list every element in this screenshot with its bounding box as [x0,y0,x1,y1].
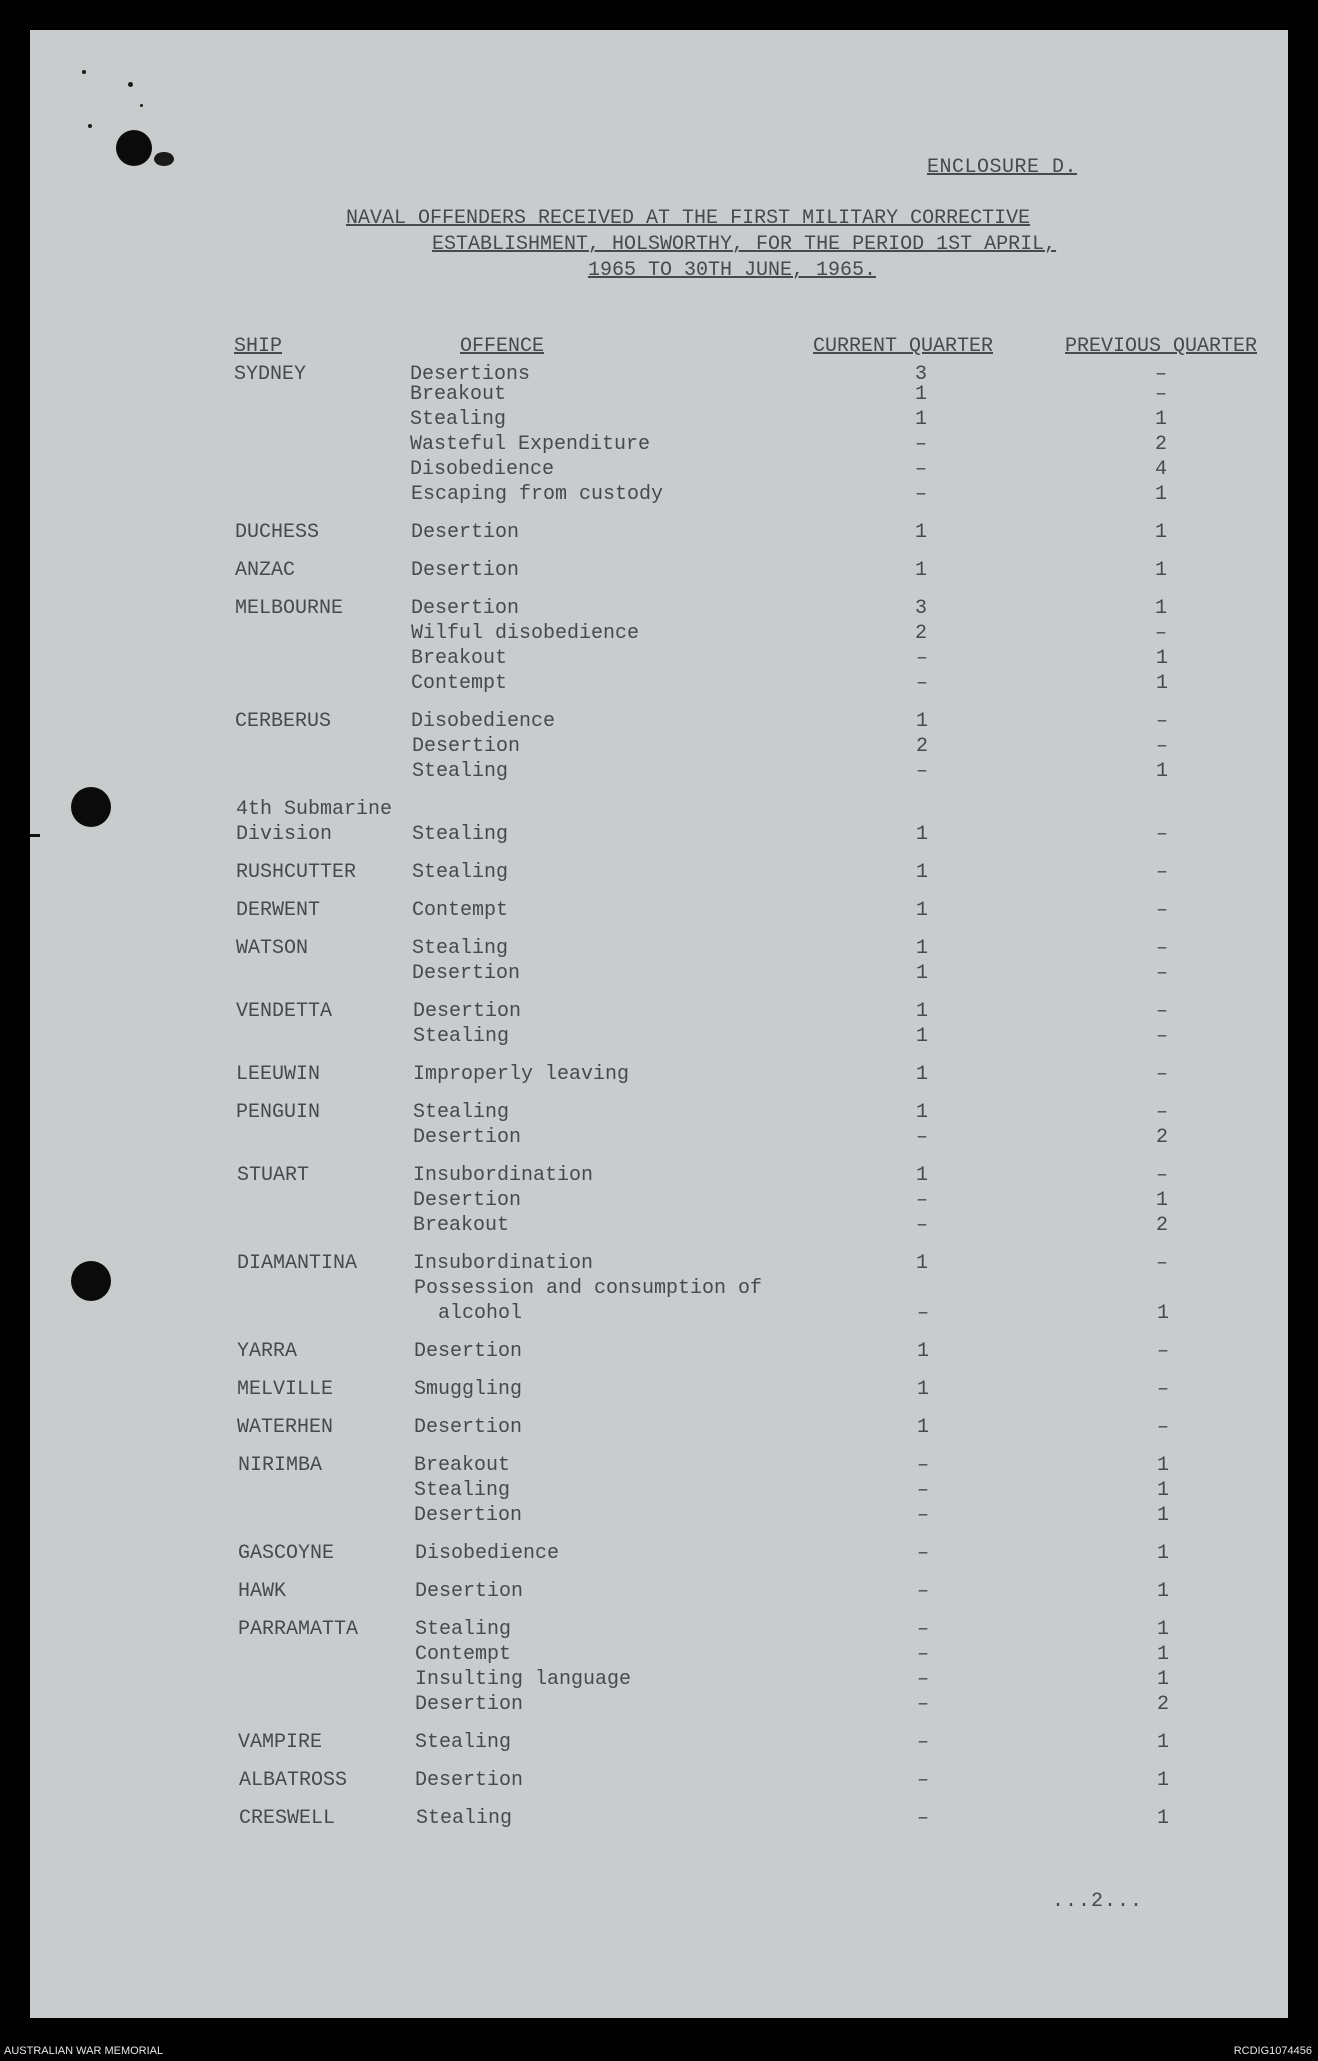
row-offence-label: Breakout [410,383,507,406]
row-offence-label: Desertion [415,1769,524,1792]
row-offence-label: Desertion [412,962,521,985]
row-offence-label: Stealing [415,1618,512,1641]
row-previous-count: – [1155,823,1168,846]
row-offence-label: Improperly leaving [413,1063,630,1086]
row-current-count: 1 [915,962,928,985]
row-previous-count: – [1154,383,1167,406]
row-previous-count: 2 [1154,433,1167,456]
row-offence-label: Escaping from custody [411,483,664,506]
page-continuation: ...2... [1052,1890,1144,1913]
row-ship-label: DIAMANTINA [237,1252,358,1275]
row-offence-label: Stealing [412,861,509,884]
row-previous-count: – [1155,861,1168,884]
row-current-count: – [916,1479,929,1502]
row-current-count: 1 [916,1416,929,1439]
row-ship-label: CERBERUS [235,710,332,733]
row-offence-label: Stealing [412,823,509,846]
row-current-count: 3 [914,597,927,620]
row-offence-label: Desertion [413,1189,522,1212]
row-previous-count: 4 [1154,458,1167,481]
row-previous-count: 1 [1156,1668,1169,1691]
row-previous-count: 1 [1154,483,1167,506]
row-offence-label: Wilful disobedience [411,622,640,645]
row-ship-label: WATERHEN [237,1416,334,1439]
title-line-3: 1965 TO 30TH JUNE, 1965. [588,259,877,282]
document-page [30,30,1288,2018]
row-offence-label: Desertion [413,1126,522,1149]
row-offence-label: Stealing [410,408,507,431]
row-previous-count: – [1155,1101,1168,1124]
archive-credit: AUSTRALIAN WAR MEMORIAL [4,2045,164,2057]
header-current-quarter: CURRENT QUARTER [813,335,994,358]
row-current-count: 1 [915,1000,928,1023]
row-ship-label: DUCHESS [235,521,320,544]
row-current-count: – [916,1618,929,1641]
row-previous-count: – [1155,937,1168,960]
row-previous-count: 1 [1156,1618,1169,1641]
row-previous-count: 1 [1156,1302,1169,1325]
row-previous-count: – [1155,1164,1168,1187]
row-offence-label: Desertions [410,363,531,386]
row-previous-count: 1 [1155,1189,1168,1212]
row-offence-label: Stealing [413,1025,510,1048]
row-current-count: – [916,1580,929,1603]
row-previous-count: – [1155,735,1168,758]
row-current-count: 1 [916,1340,929,1363]
row-current-count: – [916,1693,929,1716]
row-current-count: – [915,672,928,695]
row-ship-label: HAWK [238,1580,287,1603]
row-offence-label: Contempt [412,899,509,922]
row-current-count: – [916,1807,929,1830]
row-previous-count: 1 [1154,597,1167,620]
row-offence-label: Stealing [414,1479,511,1502]
row-current-count: – [914,458,927,481]
row-previous-count: – [1155,1252,1168,1275]
row-offence-label: alcohol [414,1302,523,1325]
row-ship-label: STUART [237,1164,310,1187]
row-offence-label: Desertion [415,1693,524,1716]
row-offence-label: Wasteful Expenditure [410,433,651,456]
row-current-count: 1 [915,1252,928,1275]
row-current-count: – [916,1302,929,1325]
row-current-count: 1 [914,408,927,431]
row-ship-label: RUSHCUTTER [236,861,357,884]
row-current-count: – [916,1668,929,1691]
row-current-count: – [916,1769,929,1792]
row-current-count: 1 [915,1025,928,1048]
row-offence-label: Desertion [415,1580,524,1603]
row-offence-label: Smuggling [414,1378,523,1401]
row-offence-label: Stealing [412,937,509,960]
row-offence-label: Stealing [413,1101,510,1124]
row-previous-count: 1 [1156,1731,1169,1754]
row-current-count: 1 [914,559,927,582]
row-previous-count: – [1155,962,1168,985]
row-ship-label: 4th Submarine [236,798,393,821]
row-ship-label: NIRIMBA [238,1454,323,1477]
row-offence-label: Contempt [415,1643,512,1666]
row-ship-label: SYDNEY [234,363,307,386]
title-line-2: ESTABLISHMENT, HOLSWORTHY, FOR THE PERIOD 1ST APRIL, [432,233,1057,256]
row-offence-label: Desertion [414,1416,523,1439]
header-previous-quarter: PREVIOUS QUARTER [1065,335,1258,358]
row-previous-count: – [1155,1025,1168,1048]
row-current-count: – [916,1542,929,1565]
row-current-count: – [915,1214,928,1237]
row-previous-count: – [1155,899,1168,922]
row-offence-label: Contempt [411,672,508,695]
row-offence-label: Desertion [414,1340,523,1363]
row-ship-label: Division [236,823,333,846]
row-offence-label: Disobedience [410,458,555,481]
row-ship-label: MELBOURNE [235,597,344,620]
row-offence-label: Stealing [415,1731,512,1754]
row-current-count: – [915,760,928,783]
row-previous-count: 1 [1154,521,1167,544]
row-previous-count: – [1154,622,1167,645]
title-line-1: NAVAL OFFENDERS RECEIVED AT THE FIRST MILITARY CORRECTIVE [346,207,1031,230]
row-previous-count: – [1154,363,1167,386]
row-ship-label: VENDETTA [236,1000,333,1023]
row-previous-count: – [1156,1378,1169,1401]
row-ship-label: YARRA [237,1340,298,1363]
row-previous-count: 1 [1156,1454,1169,1477]
row-current-count: 1 [916,1378,929,1401]
row-previous-count: 1 [1156,1643,1169,1666]
row-ship-label: DERWENT [236,899,321,922]
row-offence-label: Desertion [412,735,521,758]
enclosure-label: ENCLOSURE D. [927,156,1078,179]
row-current-count: 1 [915,710,928,733]
row-current-count: 1 [915,1101,928,1124]
row-current-count: – [915,647,928,670]
row-current-count: – [914,433,927,456]
row-previous-count: 1 [1156,1479,1169,1502]
row-previous-count: 1 [1156,1580,1169,1603]
row-previous-count: 1 [1156,1769,1169,1792]
row-previous-count: 1 [1156,1807,1169,1830]
row-current-count: – [914,483,927,506]
row-previous-count: 1 [1156,1504,1169,1527]
row-offence-label: Insulting language [415,1668,632,1691]
row-ship-label: ALBATROSS [239,1769,348,1792]
row-offence-label: Breakout [413,1214,510,1237]
row-offence-label: Insubordination [413,1164,594,1187]
row-offence-label: Desertion [414,1504,523,1527]
row-ship-label: MELVILLE [237,1378,334,1401]
row-previous-count: 1 [1155,672,1168,695]
row-offence-label: Insubordination [413,1252,594,1275]
header-offence: OFFENCE [460,335,545,358]
row-current-count: 3 [914,363,927,386]
row-previous-count: 1 [1155,760,1168,783]
row-current-count: – [916,1504,929,1527]
row-current-count: 1 [915,899,928,922]
row-ship-label: PENGUIN [236,1101,321,1124]
row-previous-count: 2 [1155,1214,1168,1237]
row-current-count: – [915,1189,928,1212]
row-current-count: – [915,1126,928,1149]
row-ship-label: ANZAC [235,559,296,582]
row-offence-label: Desertion [411,559,520,582]
offence-table [30,30,1288,2018]
row-current-count: – [916,1454,929,1477]
row-previous-count: – [1155,1063,1168,1086]
row-ship-label: CRESWELL [239,1807,336,1830]
row-offence-label: Desertion [413,1000,522,1023]
row-offence-label: Stealing [416,1807,513,1830]
row-current-count: – [916,1643,929,1666]
row-current-count: 1 [915,823,928,846]
row-ship-label: WATSON [236,937,309,960]
row-current-count: 1 [915,1164,928,1187]
row-current-count: 1 [915,1063,928,1086]
row-previous-count: 1 [1156,1542,1169,1565]
row-current-count: 1 [915,861,928,884]
row-previous-count: 2 [1156,1693,1169,1716]
row-offence-label: Desertion [411,597,520,620]
row-current-count: 1 [914,521,927,544]
row-offence-label: Disobedience [411,710,556,733]
row-previous-count: – [1156,1340,1169,1363]
row-previous-count: 2 [1155,1126,1168,1149]
row-previous-count: – [1156,1416,1169,1439]
row-current-count: – [916,1731,929,1754]
row-offence-label: Stealing [412,760,509,783]
row-current-count: 1 [914,383,927,406]
row-ship-label: GASCOYNE [238,1542,335,1565]
row-offence-label: Possession and consumption of [414,1277,763,1300]
row-ship-label: PARRAMATTA [238,1618,359,1641]
row-offence-label: Disobedience [415,1542,560,1565]
row-current-count: 2 [914,622,927,645]
row-offence-label: Breakout [411,647,508,670]
row-ship-label: LEEUWIN [236,1063,321,1086]
row-current-count: 2 [915,735,928,758]
row-previous-count: 1 [1154,408,1167,431]
row-previous-count: 1 [1154,559,1167,582]
row-ship-label: VAMPIRE [238,1731,323,1754]
row-previous-count: – [1155,710,1168,733]
row-previous-count: 1 [1155,647,1168,670]
header-ship: SHIP [234,335,283,358]
row-previous-count: – [1155,1000,1168,1023]
row-offence-label: Breakout [414,1454,511,1477]
row-offence-label: Desertion [411,521,520,544]
row-current-count: 1 [915,937,928,960]
archive-id: RCDIG1074456 [1233,2045,1312,2057]
